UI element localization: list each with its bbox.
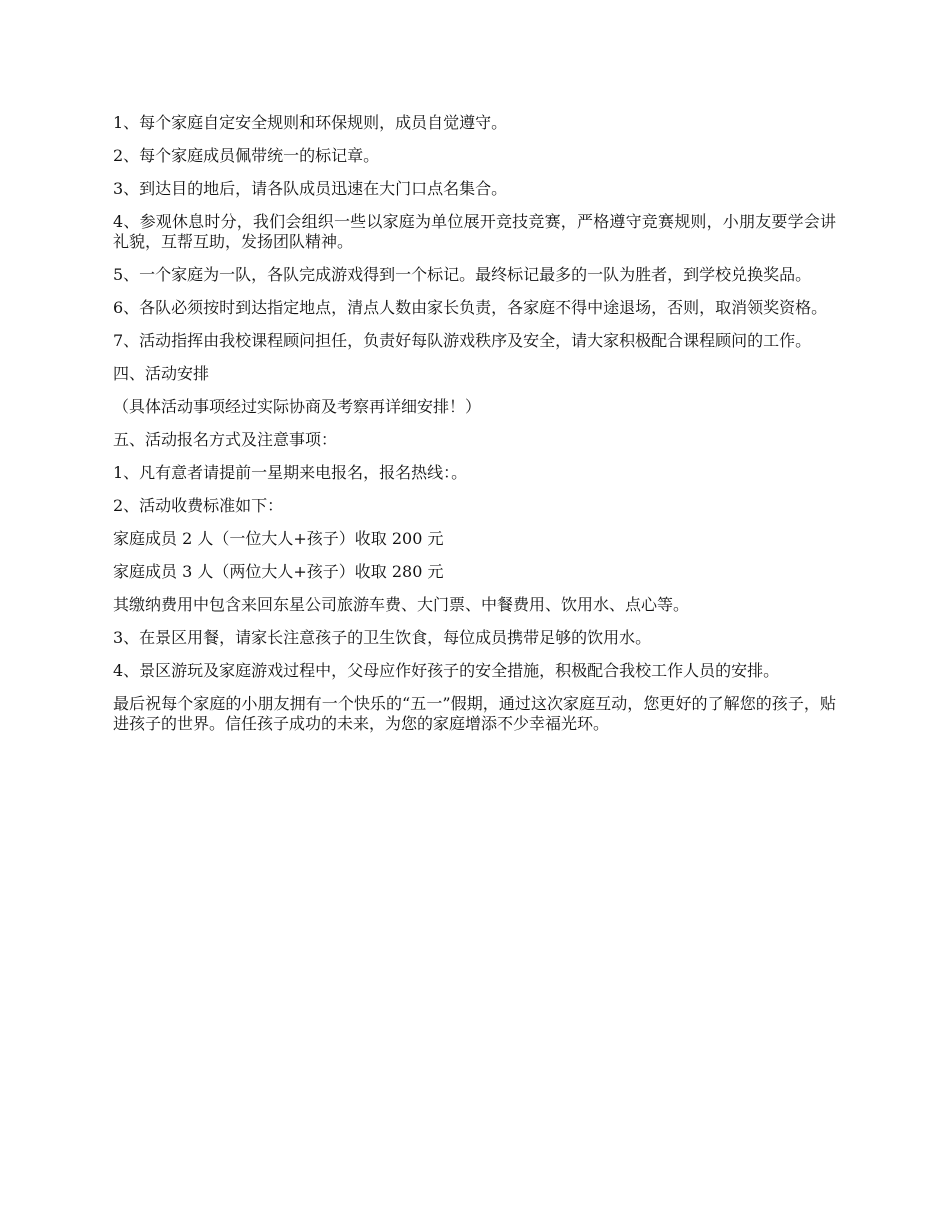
document-body <box>113 113 836 747</box>
registration-item-3: 3、在景区用餐，请家长注意孩子的卫生饮食，每位成员携带足够的饮用水。 <box>113 628 652 647</box>
rule-item-3: 3、到达目的地后，请各队成员迅速在大门口点名集合。 <box>113 179 508 198</box>
rule-item-1: 1、每个家庭自定安全规则和环保规则，成员自觉遵守。 <box>113 113 508 132</box>
rule-item-5: 5、一个家庭为一队，各队完成游戏得到一个标记。最终标记最多的一队为胜者，到学校兑换奖品。 <box>113 265 812 284</box>
arrangement-note: （具体活动事项经过实际协商及考察再详细安排！） <box>113 397 482 416</box>
fee-line-3-people: 家庭成员 3 人（两位大人+孩子）收取 280 元 <box>113 562 444 581</box>
rule-item-7: 7、活动指挥由我校课程顾问担任，负责好每队游戏秩序及安全，请大家积极配合课程顾问的工作。 <box>113 331 812 350</box>
fee-line-2-people: 家庭成员 2 人（一位大人+孩子）收取 200 元 <box>113 529 444 548</box>
registration-item-1: 1、凡有意者请提前一星期来电报名，报名热线：。 <box>113 463 468 482</box>
fee-inclusions: 其缴纳费用中包含来回东星公司旅游车费、大门票、中餐费用、饮用水、点心等。 <box>113 595 690 614</box>
rule-item-2: 2、每个家庭成员佩带统一的标记章。 <box>113 146 380 165</box>
closing-paragraph: 最后祝每个家庭的小朋友拥有一个快乐的“五一”假期，通过这次家庭互动，您更好的了解您的孩子，贴进孩子的世界。信任孩子成功的未来，为您的家庭增添不少幸福光环。 <box>113 694 836 733</box>
section-heading-arrangement: 四、活动安排 <box>113 364 210 383</box>
section-heading-registration: 五、活动报名方式及注意事项： <box>113 430 338 449</box>
registration-item-2: 2、活动收费标准如下： <box>113 496 284 515</box>
rule-item-4: 4、参观休息时分，我们会组织一些以家庭为单位展开竞技竞赛，严格遵守竞赛规则，小朋友要学会讲礼貌，互帮互助，发扬团队精神。 <box>113 212 836 251</box>
registration-item-4: 4、景区游玩及家庭游戏过程中，父母应作好孩子的安全措施，积极配合我校工作人员的安排。 <box>113 661 780 680</box>
rule-item-6: 6、各队必须按时到达指定地点，清点人数由家长负责，各家庭不得中途退场，否则，取消领奖资格。 <box>113 298 828 317</box>
